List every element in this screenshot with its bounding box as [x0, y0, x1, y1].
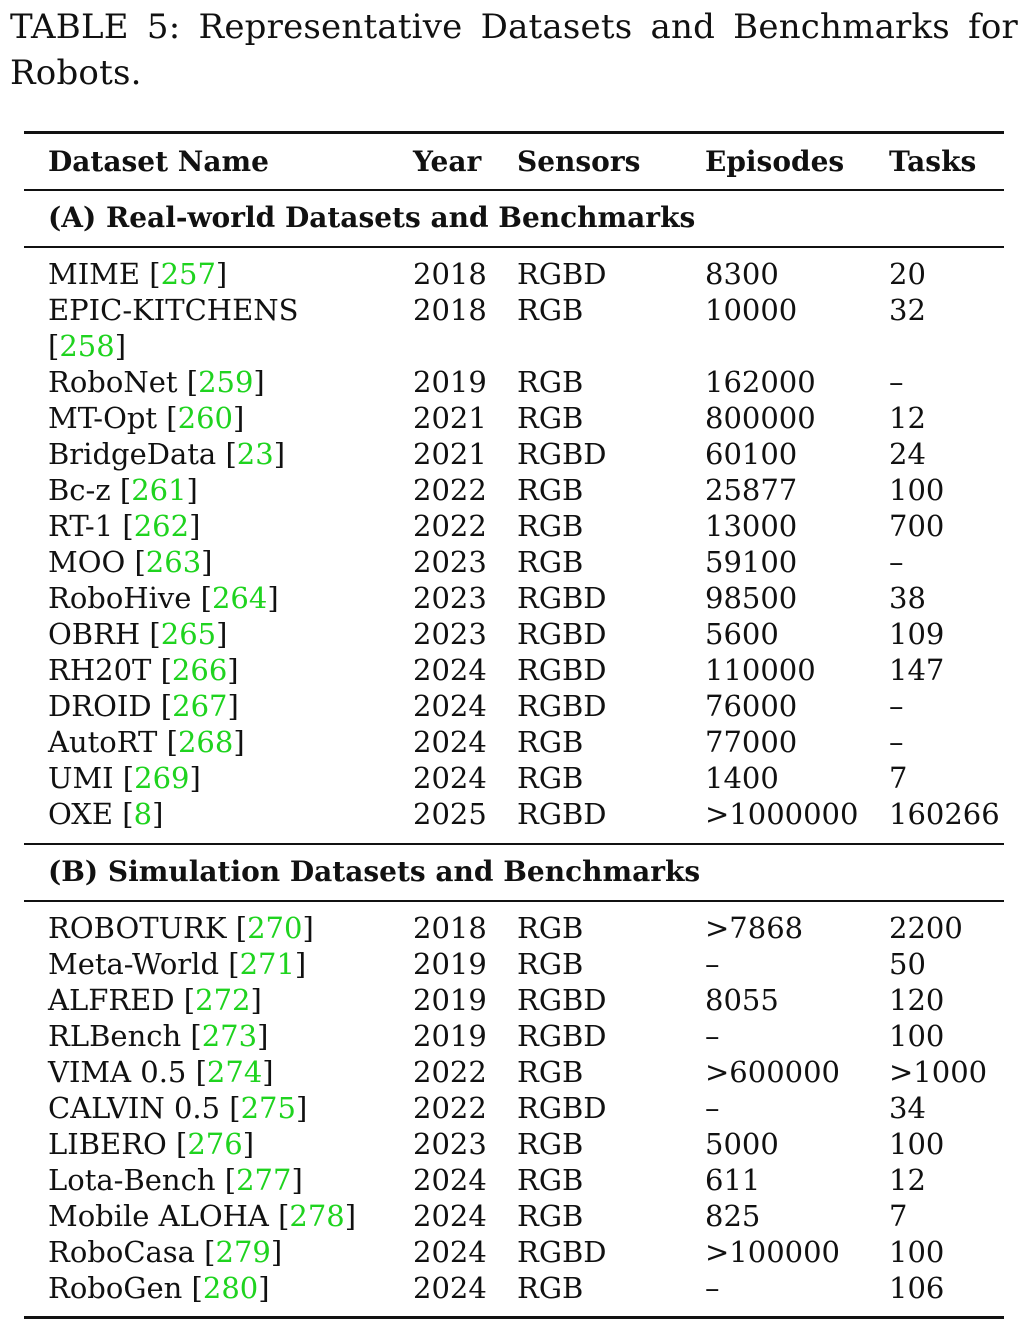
header-rule	[24, 189, 1004, 191]
tasks-cell: 20	[889, 257, 926, 291]
table-row	[0, 472, 1028, 508]
citation-link[interactable]: 278	[289, 1199, 345, 1233]
dataset-name: UMI	[48, 761, 114, 795]
dataset-name: Meta-World	[48, 947, 220, 981]
episodes-cell: 5600	[705, 617, 779, 651]
sensors-cell: RGB	[517, 725, 584, 759]
episodes-cell: 162000	[705, 365, 816, 399]
table-row	[0, 436, 1028, 472]
sensors-cell: RGBD	[517, 1091, 607, 1125]
tasks-cell: –	[889, 365, 904, 399]
year-cell: 2019	[413, 983, 487, 1017]
table-row	[0, 1018, 1028, 1054]
sensors-cell: RGB	[517, 1199, 584, 1233]
sensors-cell: RGB	[517, 545, 584, 579]
episodes-cell: –	[705, 947, 720, 981]
dataset-name-cell: RoboCasa [279]	[48, 1235, 283, 1269]
table-header	[0, 144, 1028, 180]
dataset-name: RoboCasa	[48, 1235, 195, 1269]
tasks-cell: 2200	[889, 911, 963, 945]
episodes-cell: >600000	[705, 1055, 841, 1089]
tasks-cell: 12	[889, 1163, 926, 1197]
episodes-cell: 5000	[705, 1127, 779, 1161]
year-cell: 2023	[413, 581, 487, 615]
sensors-cell: RGBD	[517, 797, 607, 831]
sensors-cell: RGBD	[517, 437, 607, 471]
year-cell: 2024	[413, 761, 487, 795]
dataset-name: RoboHive	[48, 581, 192, 615]
dataset-name: AutoRT	[48, 725, 158, 759]
sensors-cell: RGBD	[517, 983, 607, 1017]
sensors-cell: RGB	[517, 401, 584, 435]
sensors-cell: RGB	[517, 911, 584, 945]
top-rule	[24, 131, 1004, 134]
dataset-name-cell: CALVIN 0.5 [275]	[48, 1091, 308, 1125]
episodes-cell: >7868	[705, 911, 804, 945]
table-row	[0, 946, 1028, 982]
table-row	[0, 760, 1028, 796]
episodes-cell: 60100	[705, 437, 798, 471]
year-cell: 2023	[413, 545, 487, 579]
dataset-name: CALVIN 0.5	[48, 1091, 221, 1125]
dataset-name: BridgeData	[48, 437, 217, 471]
year-cell: 2022	[413, 1091, 487, 1125]
citation-link[interactable]: 262	[133, 509, 190, 543]
sensors-cell: RGB	[517, 761, 584, 795]
year-cell: 2019	[413, 1019, 487, 1053]
citation-link[interactable]: 274	[206, 1055, 263, 1089]
year-cell: 2018	[413, 293, 487, 327]
citation-link[interactable]: 273	[201, 1019, 258, 1053]
dataset-name-cell: AutoRT [268]	[48, 725, 245, 759]
episodes-cell: 10000	[705, 293, 798, 327]
episodes-cell: >100000	[705, 1235, 841, 1269]
citation-link[interactable]: 279	[215, 1235, 271, 1269]
table-row	[0, 1234, 1028, 1270]
dataset-name: RH20T	[48, 653, 152, 687]
tasks-cell: 38	[889, 581, 926, 615]
dataset-name: VIMA 0.5	[48, 1055, 187, 1089]
dataset-name: ALFRED	[48, 983, 175, 1017]
dataset-name-cell: RoboHive [264]	[48, 581, 279, 615]
citation-link[interactable]: 265	[160, 617, 217, 651]
dataset-name-cell: RT-1 [262]	[48, 509, 201, 543]
column-header-tasks: Tasks	[889, 145, 977, 178]
tasks-cell: –	[889, 545, 904, 579]
dataset-name: LIBERO	[48, 1127, 167, 1161]
year-cell: 2024	[413, 1235, 487, 1269]
table-row	[0, 364, 1028, 400]
tasks-cell: –	[889, 725, 904, 759]
column-header-episodes: Episodes	[705, 145, 845, 178]
year-cell: 2022	[413, 509, 487, 543]
table-row	[0, 796, 1028, 832]
sensors-cell: RGBD	[517, 1235, 607, 1269]
tasks-cell: 147	[889, 653, 945, 687]
citation-link[interactable]: 269	[134, 761, 190, 795]
section-b-top-rule	[24, 843, 1004, 845]
episodes-cell: 110000	[705, 653, 816, 687]
sensors-cell: RGB	[517, 1127, 584, 1161]
dataset-name-cell: Bc-z [261]	[48, 473, 198, 507]
tasks-cell: 100	[889, 1235, 945, 1269]
dataset-name: Mobile ALOHA	[48, 1199, 269, 1233]
section-title-simulation: (B) Simulation Datasets and Benchmarks	[48, 855, 701, 888]
episodes-cell: 611	[705, 1163, 761, 1197]
year-cell: 2024	[413, 653, 487, 687]
dataset-name: MT-Opt	[48, 401, 158, 435]
table-row	[0, 292, 1028, 364]
year-cell: 2024	[413, 1271, 487, 1305]
table-row	[0, 544, 1028, 580]
column-header-year: Year	[413, 145, 482, 178]
sensors-cell: RGBD	[517, 617, 607, 651]
dataset-name-cell: LIBERO [276]	[48, 1127, 255, 1161]
citation-link[interactable]: 275	[240, 1091, 296, 1125]
column-header-sensors: Sensors	[517, 145, 641, 178]
dataset-name-cell: OBRH [265]	[48, 617, 228, 651]
sensors-cell: RGBD	[517, 257, 607, 291]
sensors-cell: RGBD	[517, 653, 607, 687]
dataset-name-cell: OXE [8]	[48, 797, 164, 831]
dataset-name-cell: ALFRED [272]	[48, 983, 262, 1017]
dataset-name-cell: BridgeData [23]	[48, 437, 286, 471]
episodes-cell: 1400	[705, 761, 779, 795]
tasks-cell: 34	[889, 1091, 926, 1125]
table-row	[0, 580, 1028, 616]
table-row	[0, 1054, 1028, 1090]
dataset-name-cell: RoboGen [280]	[48, 1271, 270, 1305]
episodes-cell: 98500	[705, 581, 798, 615]
sensors-cell: RGB	[517, 1163, 584, 1197]
sensors-cell: RGB	[517, 365, 584, 399]
episodes-cell: 8300	[705, 257, 779, 291]
dataset-name: Lota-Bench	[48, 1163, 216, 1197]
citation-link[interactable]: 280	[202, 1271, 259, 1305]
sensors-cell: RGB	[517, 293, 584, 327]
episodes-cell: 8055	[705, 983, 779, 1017]
citation-link[interactable]: 277	[236, 1163, 292, 1197]
table-row	[0, 1090, 1028, 1126]
episodes-cell: 76000	[705, 689, 798, 723]
citation-link[interactable]: 259	[198, 365, 254, 399]
citation-link[interactable]: 264	[211, 581, 268, 615]
sensors-cell: RGB	[517, 1055, 584, 1089]
year-cell: 2018	[413, 911, 487, 945]
dataset-name: DROID	[48, 689, 152, 723]
dataset-name: RT-1	[48, 509, 114, 543]
year-cell: 2025	[413, 797, 487, 831]
tasks-cell: 100	[889, 1019, 945, 1053]
episodes-cell: 825	[705, 1199, 761, 1233]
year-cell: 2024	[413, 1163, 487, 1197]
year-cell: 2023	[413, 1127, 487, 1161]
sensors-cell: RGB	[517, 947, 584, 981]
section-title-real-world: (A) Real-world Datasets and Benchmarks	[48, 201, 696, 234]
year-cell: 2021	[413, 401, 487, 435]
year-cell: 2022	[413, 473, 487, 507]
table-row	[0, 652, 1028, 688]
sensors-cell: RGB	[517, 1271, 584, 1305]
dataset-name: EPIC-KITCHENS	[48, 293, 299, 327]
dataset-name-cell: MT-Opt [260]	[48, 401, 245, 435]
table-row	[0, 616, 1028, 652]
tasks-cell: 100	[889, 1127, 945, 1161]
tasks-cell: 106	[889, 1271, 945, 1305]
table-caption: TABLE 5: Representative Datasets and Benchmarks for Robots.	[10, 7, 1018, 93]
year-cell: 2023	[413, 617, 487, 651]
table-row	[0, 1162, 1028, 1198]
dataset-name: RoboGen	[48, 1271, 183, 1305]
year-cell: 2024	[413, 1199, 487, 1233]
episodes-cell: –	[705, 1271, 720, 1305]
section-b-rule	[24, 900, 1004, 902]
table-row	[0, 982, 1028, 1018]
year-cell: 2024	[413, 689, 487, 723]
episodes-cell: 25877	[705, 473, 798, 507]
sensors-cell: RGB	[517, 509, 584, 543]
citation-link[interactable]: 8	[133, 797, 153, 831]
bottom-rule	[24, 1316, 1004, 1319]
dataset-name: OBRH	[48, 617, 141, 651]
year-cell: 2022	[413, 1055, 487, 1089]
dataset-name-cell: ROBOTURK [270]	[48, 911, 314, 945]
sensors-cell: RGBD	[517, 689, 607, 723]
dataset-name-cell: VIMA 0.5 [274]	[48, 1055, 274, 1089]
dataset-name-cell: EPIC-KITCHENS [258]	[48, 293, 299, 363]
tasks-cell: >1000	[889, 1055, 988, 1089]
citation-link[interactable]: 268	[177, 725, 234, 759]
episodes-cell: 800000	[705, 401, 816, 435]
tasks-cell: 7	[889, 761, 908, 795]
tasks-cell: 100	[889, 473, 945, 507]
column-header-dataset-name: Dataset Name	[48, 145, 269, 178]
episodes-cell: 13000	[705, 509, 798, 543]
sensors-cell: RGB	[517, 473, 584, 507]
dataset-name-cell: RLBench [273]	[48, 1019, 269, 1053]
table-row	[0, 508, 1028, 544]
tasks-cell: 24	[889, 437, 926, 471]
citation-link[interactable]: 267	[172, 689, 228, 723]
citation-link[interactable]: 261	[131, 473, 187, 507]
dataset-name-cell: UMI [269]	[48, 761, 201, 795]
episodes-cell: 77000	[705, 725, 798, 759]
dataset-name-cell: Meta-World [271]	[48, 947, 307, 981]
sensors-cell: RGBD	[517, 581, 607, 615]
dataset-name: RoboNet	[48, 365, 178, 399]
episodes-cell: 59100	[705, 545, 798, 579]
citation-link[interactable]: 270	[247, 911, 303, 945]
dataset-name-cell: RH20T [266]	[48, 653, 239, 687]
citation-link[interactable]: 266	[171, 653, 228, 687]
table-row	[0, 256, 1028, 292]
dataset-name-cell: MOO [263]	[48, 545, 213, 579]
year-cell: 2019	[413, 365, 487, 399]
citation-link[interactable]: 260	[177, 401, 233, 435]
sensors-cell: RGBD	[517, 1019, 607, 1053]
table-row	[0, 1198, 1028, 1234]
episodes-cell: >1000000	[705, 797, 859, 831]
table-row	[0, 910, 1028, 946]
citation-link[interactable]: 258	[59, 329, 115, 363]
year-cell: 2024	[413, 725, 487, 759]
table-row	[0, 400, 1028, 436]
year-cell: 2021	[413, 437, 487, 471]
citation-link[interactable]: 276	[187, 1127, 243, 1161]
dataset-name: MOO	[48, 545, 126, 579]
dataset-name-cell: RoboNet [259]	[48, 365, 265, 399]
dataset-name: RLBench	[48, 1019, 182, 1053]
citation-link[interactable]: 263	[145, 545, 202, 579]
tasks-cell: 7	[889, 1199, 908, 1233]
dataset-name-cell: DROID [267]	[48, 689, 239, 723]
dataset-name-cell: MIME [257]	[48, 257, 228, 291]
table-row	[0, 1126, 1028, 1162]
citation-link[interactable]: 271	[239, 947, 295, 981]
tasks-cell: 50	[889, 947, 926, 981]
table-row	[0, 688, 1028, 724]
dataset-name: OXE	[48, 797, 114, 831]
year-cell: 2018	[413, 257, 487, 291]
table-row	[0, 724, 1028, 760]
dataset-name-cell: Lota-Bench [277]	[48, 1163, 303, 1197]
citation-link[interactable]: 23	[236, 437, 274, 471]
dataset-name-cell: Mobile ALOHA [278]	[48, 1199, 357, 1233]
tasks-cell: 120	[889, 983, 945, 1017]
year-cell: 2019	[413, 947, 487, 981]
episodes-cell: –	[705, 1091, 720, 1125]
citation-link[interactable]: 257	[160, 257, 216, 291]
tasks-cell: 160266	[889, 797, 1000, 831]
tasks-cell: 700	[889, 509, 945, 543]
tasks-cell: 32	[889, 293, 926, 327]
section-a-rule	[24, 246, 1004, 248]
tasks-cell: 12	[889, 401, 926, 435]
dataset-name: MIME	[48, 257, 141, 291]
citation-link[interactable]: 272	[195, 983, 251, 1017]
episodes-cell: –	[705, 1019, 720, 1053]
tasks-cell: 109	[889, 617, 945, 651]
dataset-name: ROBOTURK	[48, 911, 227, 945]
dataset-name: Bc-z	[48, 473, 111, 507]
table-row	[0, 1270, 1028, 1306]
tasks-cell: –	[889, 689, 904, 723]
